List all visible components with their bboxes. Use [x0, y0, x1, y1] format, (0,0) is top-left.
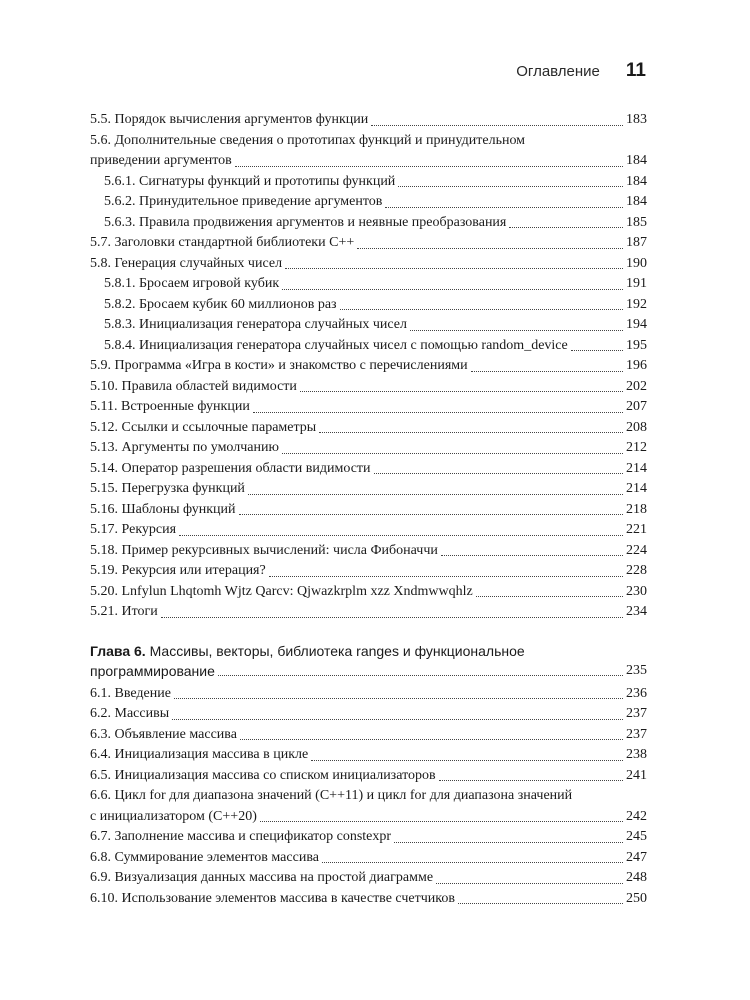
- entry-page: 184: [626, 173, 647, 189]
- entry-page: 247: [626, 849, 647, 865]
- entry-title: Введение: [114, 685, 171, 701]
- entry-page: 184: [626, 194, 647, 209]
- entry-number: 6.4.: [90, 747, 111, 762]
- entry-title: Цикл for для диапазона значений (C++11) и цикл for для диапазона значений: [114, 788, 573, 803]
- entry-title: Бросаем игровой кубик: [139, 276, 280, 291]
- leader-dots: [322, 862, 623, 863]
- entry-page: 207: [626, 399, 647, 414]
- entry-page: 234: [626, 604, 647, 619]
- entry-number: 5.6.2.: [104, 194, 136, 209]
- entry-title-cont: приведении аргументов: [90, 153, 232, 168]
- entry-page: 194: [626, 317, 647, 332]
- entry-page: 183: [626, 112, 647, 127]
- entry-number: 5.20.: [90, 583, 118, 599]
- toc-entry[interactable]: [90, 500, 647, 521]
- leader-dots: [476, 596, 623, 597]
- entry-page: 245: [626, 829, 647, 844]
- toc-entry[interactable]: [90, 192, 647, 213]
- entry-page: 237: [626, 706, 647, 721]
- toc-entry[interactable]: [90, 520, 647, 541]
- entry-number: 5.12.: [90, 419, 118, 435]
- entry-title: Массивы: [114, 706, 170, 721]
- entry-title: Рекурсия или итерация?: [121, 563, 266, 578]
- entry-title: Визуализация данных массива на простой диаграмме: [114, 870, 434, 885]
- leader-dots: [253, 412, 623, 413]
- chapter-6-heading: [90, 641, 647, 681]
- entry-number: 5.6.1.: [104, 173, 136, 189]
- toc-entry[interactable]: [90, 274, 647, 295]
- leader-dots: [240, 739, 623, 740]
- toc-entry[interactable]: [90, 315, 647, 336]
- entry-number: 5.17.: [90, 522, 118, 537]
- entry-page: 221: [626, 522, 647, 537]
- entry-number: 6.9.: [90, 870, 111, 885]
- toc-entry[interactable]: [90, 336, 647, 357]
- entry-page: 248: [626, 870, 647, 885]
- leader-dots: [282, 289, 623, 290]
- toc-entry[interactable]: [90, 745, 647, 766]
- toc-entry[interactable]: [90, 172, 647, 193]
- toc-entry[interactable]: [90, 459, 647, 480]
- leader-dots: [239, 514, 624, 515]
- chapter-6-entries: [90, 684, 647, 910]
- toc-entry[interactable]: [90, 479, 647, 500]
- entry-title: Принудительное приведение аргументов: [139, 194, 383, 209]
- entry-page: 192: [626, 296, 647, 312]
- leader-dots: [441, 555, 623, 556]
- chapter-5-entries: [90, 110, 647, 623]
- entry-title: Генерация случайных чисел: [114, 255, 283, 271]
- leader-dots: [172, 719, 623, 720]
- toc-entry[interactable]: [90, 889, 647, 910]
- entry-title: Оператор разрешения области видимости: [121, 460, 371, 476]
- entry-title: Инициализация массива в цикле: [114, 747, 309, 762]
- entry-title: Суммирование элементов массива: [114, 849, 319, 865]
- entry-number: 5.6.: [90, 132, 111, 148]
- toc-entry[interactable]: [90, 848, 647, 869]
- entry-title: Шаблоны функций: [121, 501, 236, 517]
- entry-title: Рекурсия: [121, 522, 177, 537]
- entry-page: 212: [626, 440, 647, 455]
- entry-number: 5.14.: [90, 460, 118, 476]
- entry-title: Дополнительные сведения о прототипах функций и принудительном: [114, 132, 526, 148]
- entry-number: 5.5.: [90, 112, 111, 127]
- toc-entry[interactable]: [90, 377, 647, 398]
- entry-page: 195: [626, 337, 647, 353]
- entry-page: 228: [626, 563, 647, 578]
- leader-dots: [260, 821, 623, 822]
- entry-title-cont: с инициализатором (C++20): [90, 808, 257, 824]
- toc-entry[interactable]: [90, 254, 647, 275]
- entry-title: Программа «Игра в кости» и знакомство с перечислениями: [114, 358, 468, 373]
- entry-page: 187: [626, 235, 647, 250]
- toc-entry[interactable]: [90, 397, 647, 418]
- toc-entry[interactable]: [90, 110, 647, 131]
- leader-dots: [285, 268, 623, 269]
- entry-page: 214: [626, 460, 647, 476]
- toc-entry[interactable]: [90, 295, 647, 316]
- entry-title: Правила областей видимости: [121, 378, 297, 394]
- leader-dots: [300, 391, 623, 392]
- entry-title: Объявление массива: [114, 726, 237, 742]
- toc-entry[interactable]: [90, 418, 647, 439]
- entry-page: 196: [626, 358, 647, 373]
- entry-number: 6.2.: [90, 706, 111, 721]
- toc-entry[interactable]: [90, 684, 647, 705]
- page-header: [516, 60, 646, 82]
- entry-title: Инициализация генератора случайных чисел: [139, 317, 408, 332]
- entry-title: Аргументы по умолчанию: [121, 440, 279, 455]
- leader-dots: [248, 494, 623, 495]
- page-number: 11: [625, 60, 646, 81]
- entry-number: 5.8.1.: [104, 276, 136, 291]
- entry-title: Пример рекурсивных вычислений: числа Фибоначчи: [121, 542, 438, 558]
- entry-page: 230: [626, 583, 647, 599]
- toc-entry[interactable]: [90, 213, 647, 234]
- toc-entry[interactable]: [90, 438, 647, 459]
- leader-dots: [311, 760, 623, 761]
- toc-entry[interactable]: [90, 827, 647, 848]
- entry-number: 5.16.: [90, 501, 118, 517]
- leader-dots: [269, 576, 623, 577]
- toc-entry[interactable]: [90, 582, 647, 603]
- entry-number: 6.8.: [90, 849, 111, 865]
- leader-dots: [340, 309, 623, 310]
- entry-title: Бросаем кубик 60 миллионов раз: [139, 296, 337, 312]
- entry-number: 5.8.2.: [104, 296, 136, 312]
- leader-dots: [357, 248, 623, 249]
- entry-title: Правила продвижения аргументов и неявные преобразования: [139, 214, 507, 230]
- entry-number: 6.3.: [90, 726, 111, 742]
- entry-page: 208: [626, 419, 647, 435]
- entry-title: Заполнение массива и спецификатор constexpr: [114, 829, 392, 844]
- leader-dots: [394, 842, 623, 843]
- toc-entry[interactable]: [90, 233, 647, 254]
- entry-number: 5.9.: [90, 358, 111, 373]
- toc-entry[interactable]: [90, 561, 647, 582]
- chapter-title-cont: программирование: [90, 662, 215, 679]
- leader-dots: [458, 903, 623, 904]
- entry-number: 5.8.3.: [104, 317, 136, 332]
- entry-page: 185: [626, 214, 647, 230]
- entry-title: Ссылки и ссылочные параметры: [121, 419, 317, 435]
- leader-dots: [235, 166, 623, 167]
- leader-dots: [161, 617, 623, 618]
- leader-dots: [319, 432, 623, 433]
- entry-page: 236: [626, 685, 647, 701]
- leader-dots: [410, 330, 623, 331]
- entry-title: Инициализация массива со списком инициализаторов: [114, 767, 436, 783]
- toc-entry[interactable]: [90, 766, 647, 787]
- entry-number: 5.15.: [90, 481, 118, 496]
- chapter-page: 235: [626, 662, 647, 678]
- entry-title: Lnfylun Lhqtomh Wjtz Qarcv: Qjwazkrplm xzz Xndmwwqhlz: [121, 583, 473, 599]
- leader-dots: [374, 473, 623, 474]
- toc-entry[interactable]: [90, 725, 647, 746]
- toc-entry[interactable]: [90, 131, 647, 172]
- running-header-title: Оглавление: [516, 63, 600, 80]
- toc-entry[interactable]: [90, 868, 647, 889]
- entry-number: 5.8.4.: [104, 337, 136, 353]
- entry-number: 6.6.: [90, 788, 111, 803]
- leader-dots: [398, 186, 623, 187]
- entry-page: 238: [626, 747, 647, 762]
- entry-title: Инициализация генератора случайных чисел с помощью random_device: [139, 337, 568, 353]
- entry-title: Перегрузка функций: [121, 481, 245, 496]
- table-of-contents: [90, 110, 647, 909]
- entry-page: 250: [626, 890, 647, 906]
- entry-number: 5.8.: [90, 255, 111, 271]
- toc-entry[interactable]: [90, 541, 647, 562]
- leader-dots: [174, 698, 623, 699]
- entry-number: 5.11.: [90, 399, 118, 414]
- leader-dots: [179, 535, 623, 536]
- entry-title: Итоги: [121, 604, 158, 619]
- entry-page: 184: [626, 153, 647, 168]
- leader-dots: [218, 675, 623, 676]
- entry-number: 6.7.: [90, 829, 111, 844]
- leader-dots: [471, 371, 623, 372]
- entry-page: 191: [626, 276, 647, 291]
- entry-page: 237: [626, 726, 647, 742]
- chapter-title: Массивы, векторы, библиотека ranges и функциональное: [149, 642, 525, 659]
- entry-page: 190: [626, 255, 647, 271]
- entry-number: 5.10.: [90, 378, 118, 394]
- entry-number: 5.7.: [90, 235, 111, 250]
- entry-page: 202: [626, 378, 647, 394]
- entry-number: 6.10.: [90, 890, 118, 906]
- entry-title: Сигнатуры функций и прототипы функций: [139, 173, 396, 189]
- entry-title: Использование элементов массива в качестве счетчиков: [121, 890, 455, 906]
- entry-title: Заголовки стандартной библиотеки C++: [114, 235, 355, 250]
- leader-dots: [439, 780, 623, 781]
- entry-page: 241: [626, 767, 647, 783]
- entry-page: 224: [626, 542, 647, 558]
- entry-number: 5.21.: [90, 604, 118, 619]
- entry-number: 6.5.: [90, 767, 111, 783]
- toc-entry[interactable]: [90, 602, 647, 623]
- entry-page: 242: [626, 808, 647, 824]
- toc-entry[interactable]: [90, 356, 647, 377]
- entry-title: Порядок вычисления аргументов функции: [114, 112, 369, 127]
- entry-title: Встроенные функции: [120, 399, 250, 414]
- entry-number: 5.19.: [90, 563, 118, 578]
- leader-dots: [571, 350, 623, 351]
- leader-dots: [436, 883, 623, 884]
- leader-dots: [371, 125, 623, 126]
- leader-dots: [509, 227, 623, 228]
- entry-number: 5.13.: [90, 440, 118, 455]
- entry-number: 5.6.3.: [104, 214, 136, 230]
- toc-entry[interactable]: [90, 786, 647, 827]
- entry-number: 5.18.: [90, 542, 118, 558]
- toc-entry[interactable]: [90, 704, 647, 725]
- entry-page: 218: [626, 501, 647, 517]
- leader-dots: [385, 207, 623, 208]
- leader-dots: [282, 453, 623, 454]
- chapter-label: Глава 6.: [90, 642, 146, 659]
- entry-number: 6.1.: [90, 685, 111, 701]
- entry-page: 214: [626, 481, 647, 496]
